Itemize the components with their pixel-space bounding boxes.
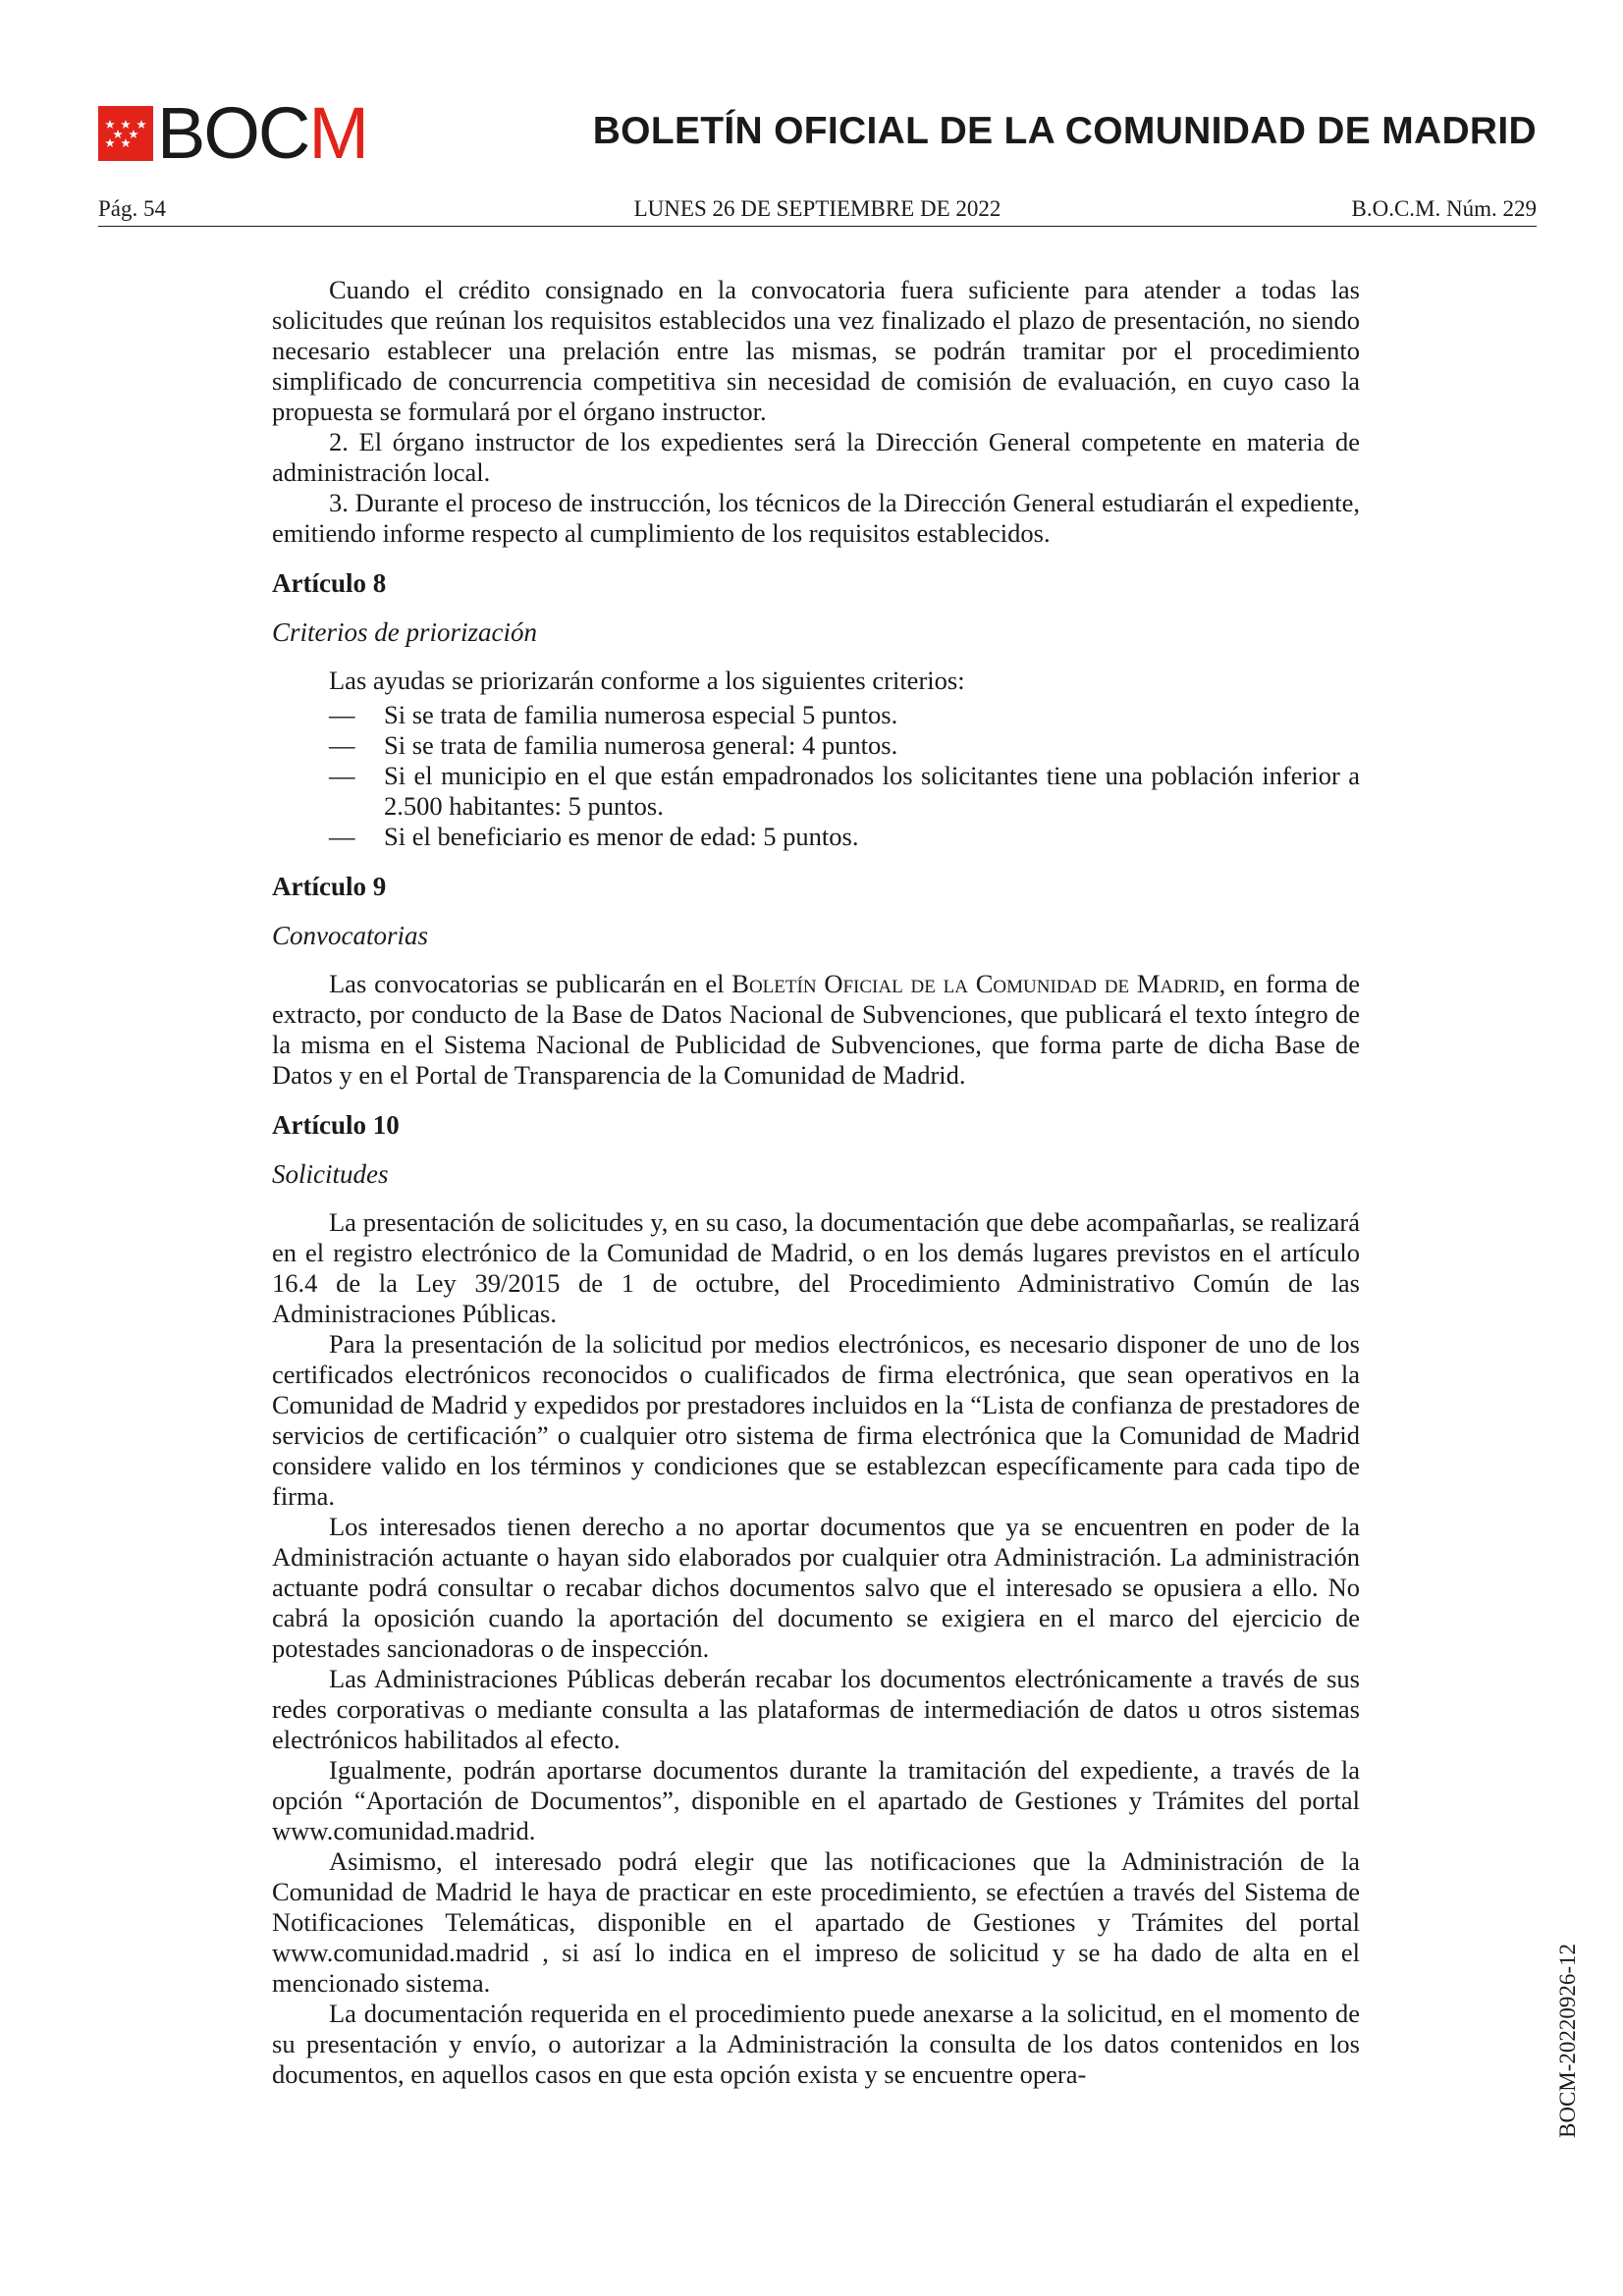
list-item: — Si el beneficiario es menor de edad: 5 puntos. [272,822,1360,852]
issue-number: B.O.C.M. Núm. 229 [1351,196,1537,221]
list-item: — Si el municipio en el que están empadronados los solicitantes tiene una población inferior a 2.500 habitantes: 5 puntos. [272,761,1360,822]
logo-text: BOCM [157,92,368,174]
article-subtitle: Criterios de priorización [272,617,538,647]
text-run: , en forma de extracto, por conducto de la Base de Datos Nacional de Subvenciones, que publicará el texto íntegro de la misma en el Sistema Nacional de Publicidad de Subvenciones, que forma parte de dicha Base de Datos y en el Portal de Transparencia de la Comunidad de Madrid. [272,969,1360,1090]
paragraph: Igualmente, podrán aportarse documentos durante la tramitación del expediente, a través de la opción “Aportación de Documentos”, disponible en el apartado de Gestiones y Trámites del portal www.comunidad.madrid. [272,1755,1360,1845]
list-item: — Si se trata de familia numerosa general: 4 puntos. [272,730,1360,761]
paragraph [272,969,1360,1091]
document-body [272,275,1360,2090]
paragraph: La documentación requerida en el procedimiento puede anexarse a la solicitud, en el momento de su presentación y envío, o autorizar a la Administración la consulta de los datos contenidos en los documentos, en aquellos casos en que esta opción exista y se encuentre opera- [272,1999,1360,2089]
gazette-title: BOLETÍN OFICIAL DE LA COMUNIDAD DE MADRID [592,110,1537,152]
running-head [98,194,1537,227]
criteria-list [272,700,1360,852]
bocm-logo [98,92,368,174]
paragraph: Para la presentación de la solicitud por medios electrónicos, es necesario disponer de uno de los certificados electrónicos reconocidos o cualificados de firma electrónica, que sean operativos en la Comunidad de Madrid y expedidos por prestadores incluidos en la “Lista de confianza de prestadores de servicios de certificación” o cualquier otro sistema de firma electrónica que la Comunidad de Madrid considere valido en los términos y condiciones que se establezcan específicamente para cada tipo de firma. [272,1329,1360,1511]
article-heading: Artículo 9 [272,872,387,901]
list-item: — Si se trata de familia numerosa especial 5 puntos. [272,700,1360,730]
page-number: Pág. 54 [98,196,166,221]
paragraph: 2. El órgano instructor de los expedientes será la Dirección General competente en materia de administración local. [272,427,1360,487]
document-code: BOCM-20220926-12 [1555,1943,1580,2138]
paragraph: La presentación de solicitudes y, en su caso, la documentación que debe acompañarlas, se realizará en el registro electrónico de la Comunidad de Madrid, o en los demás lugares previstos en el artículo 16.4 de la Ley 39/2015 de 1 de octubre, del Procedimiento Administrativo Común de las Administraciones Públicas. [272,1207,1360,1328]
paragraph: Los interesados tienen derecho a no aportar documentos que ya se encuentren en poder de la Administración actuante o hayan sido elaborados por cualquier otra Administración. La administración actuante podrá consultar o recabar dichos documentos salvo que el interesado se opusiera a ello. No cabrá la oposición cuando la aportación del documento se exigiera en el marco del ejercicio de potestades sancionadoras o de inspección. [272,1512,1360,1663]
madrid-stars-icon [98,106,153,161]
article-heading: Artículo 10 [272,1110,400,1140]
paragraph: Cuando el crédito consignado en la convocatoria fuera suficiente para atender a todas las solicitudes que reúnan los requisitos establecidos una vez finalizado el plazo de presentación, no siendo necesario establecer una prelación entre las mismas, se podrán tramitar por el procedimiento simplificado de concurrencia competitiva sin necesidad de comisión de evaluación, en cuyo caso la propuesta se formulará por el órgano instructor. [272,275,1360,426]
gazette-name-smallcaps: Boletín Oficial de la Comunidad de Madrid [731,969,1219,998]
logo-letter: M [308,92,368,174]
masthead [98,92,1537,174]
article-subtitle: Solicitudes [272,1159,389,1189]
issue-date: LUNES 26 DE SEPTIEMBRE DE 2022 [633,196,1001,221]
paragraph: Las ayudas se priorizarán conforme a los siguientes criterios: [329,666,965,695]
paragraph: Las Administraciones Públicas deberán recabar los documentos electrónicamente a través de sus redes corporativas o mediante consulta a las plataformas de intermediación de datos u otros sistemas electrónicos habilitados al efecto. [272,1664,1360,1754]
text-run: Las convocatorias se publicarán en el [329,969,732,998]
paragraph: Asimismo, el interesado podrá elegir que las notificaciones que la Administración de la Comunidad de Madrid le haya de practicar en este procedimiento, se efectúen a través del Sistema de Notificaciones Telemáticas, disponible en el apartado de Gestiones y Trámites del portal www.comunidad.madrid , si así lo indica en el impreso de solicitud y se ha dado de alta en el mencionado sistema. [272,1846,1360,1998]
paragraph: 3. Durante el proceso de instrucción, los técnicos de la Dirección General estudiarán el expediente, emitiendo informe respecto al cumplimiento de los requisitos establecidos. [272,488,1360,548]
article-heading: Artículo 8 [272,568,387,598]
article-subtitle: Convocatorias [272,921,428,950]
